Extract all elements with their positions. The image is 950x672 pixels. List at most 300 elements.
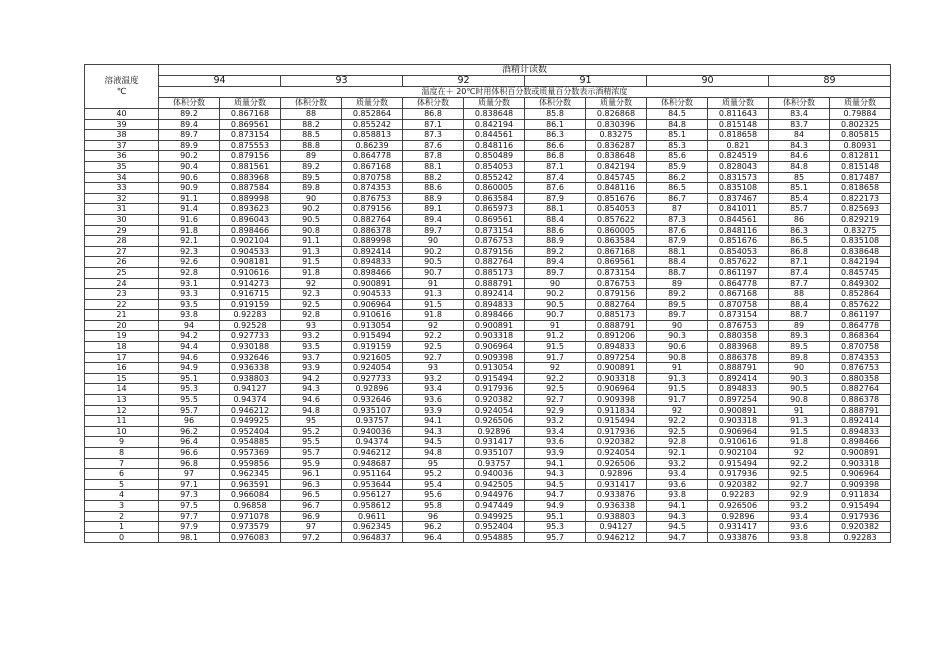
- mass-fraction-cell: 0.914273: [220, 278, 281, 289]
- mass-fraction-cell: 0.802325: [830, 119, 891, 130]
- volume-fraction-cell: 88.4: [647, 257, 708, 268]
- mass-fraction-header: 质量分数: [342, 98, 403, 109]
- mass-fraction-cell: 0.917936: [830, 511, 891, 522]
- mass-fraction-cell: 0.921605: [342, 352, 403, 363]
- temperature-cell: 11: [85, 416, 159, 427]
- temperature-cell: 20: [85, 320, 159, 331]
- volume-fraction-cell: 89.9: [159, 140, 220, 151]
- volume-fraction-cell: 92.2: [647, 416, 708, 427]
- volume-fraction-cell: 93: [403, 363, 464, 374]
- volume-fraction-cell: 96.4: [403, 532, 464, 543]
- mass-fraction-cell: 0.892414: [830, 416, 891, 427]
- mass-fraction-cell: 0.940036: [342, 426, 403, 437]
- mass-fraction-cell: 0.898466: [342, 267, 403, 278]
- mass-fraction-cell: 0.927733: [342, 373, 403, 384]
- volume-fraction-cell: 89.2: [281, 161, 342, 172]
- temperature-cell: 2: [85, 511, 159, 522]
- volume-fraction-cell: 94.6: [159, 352, 220, 363]
- volume-fraction-cell: 90.5: [281, 214, 342, 225]
- mass-fraction-cell: 0.870758: [830, 342, 891, 353]
- volume-fraction-cell: 91.8: [281, 267, 342, 278]
- mass-fraction-cell: 0.876753: [708, 320, 769, 331]
- mass-fraction-cell: 0.956127: [342, 490, 403, 501]
- mass-fraction-header: 质量分数: [220, 98, 281, 109]
- table-row: [85, 310, 891, 321]
- volume-fraction-cell: 87: [647, 204, 708, 215]
- mass-fraction-cell: 0.855242: [342, 119, 403, 130]
- subtitle-row: [85, 87, 891, 98]
- volume-fraction-cell: 93.2: [403, 373, 464, 384]
- volume-fraction-header: 体积分数: [525, 98, 586, 109]
- volume-fraction-cell: 90.2: [281, 204, 342, 215]
- volume-fraction-cell: 84.5: [647, 109, 708, 120]
- table-row: [85, 267, 891, 278]
- volume-fraction-cell: 93.4: [403, 384, 464, 395]
- mass-fraction-cell: 0.940036: [464, 469, 525, 480]
- mass-fraction-cell: 0.909398: [586, 395, 647, 406]
- volume-fraction-cell: 94.1: [525, 458, 586, 469]
- volume-fraction-cell: 92.3: [159, 246, 220, 257]
- mass-fraction-cell: 0.886378: [342, 225, 403, 236]
- volume-fraction-cell: 90.5: [403, 257, 464, 268]
- mass-fraction-cell: 0.915494: [586, 416, 647, 427]
- volume-fraction-cell: 95.7: [281, 448, 342, 459]
- mass-fraction-cell: 0.900891: [342, 278, 403, 289]
- mass-fraction-cell: 0.892414: [464, 289, 525, 300]
- table-row: [85, 172, 891, 183]
- mass-fraction-cell: 0.835108: [708, 183, 769, 194]
- mass-fraction-cell: 0.919159: [342, 342, 403, 353]
- table-row: [85, 342, 891, 353]
- strength-row: [85, 76, 891, 87]
- mass-fraction-cell: 0.80931: [830, 140, 891, 151]
- volume-fraction-cell: 87.4: [769, 267, 830, 278]
- volume-fraction-cell: 96: [403, 511, 464, 522]
- mass-fraction-cell: 0.911834: [830, 490, 891, 501]
- volume-fraction-cell: 94.2: [281, 373, 342, 384]
- mass-fraction-cell: 0.915494: [708, 458, 769, 469]
- volume-fraction-cell: 90.5: [525, 299, 586, 310]
- mass-fraction-cell: 0.952404: [220, 426, 281, 437]
- volume-fraction-cell: 88.7: [647, 267, 708, 278]
- mass-fraction-cell: 0.888791: [464, 278, 525, 289]
- volume-fraction-cell: 90.2: [525, 289, 586, 300]
- mass-fraction-cell: 0.882764: [342, 214, 403, 225]
- volume-fraction-cell: 96.3: [281, 479, 342, 490]
- table-row: [85, 373, 891, 384]
- mass-fraction-cell: 0.913054: [342, 320, 403, 331]
- volume-fraction-cell: 93.6: [647, 479, 708, 490]
- mass-fraction-cell: 0.903318: [708, 416, 769, 427]
- mass-fraction-header: 质量分数: [708, 98, 769, 109]
- mass-fraction-cell: 0.931417: [586, 479, 647, 490]
- mass-fraction-cell: 0.894833: [830, 426, 891, 437]
- volume-fraction-cell: 89.2: [525, 246, 586, 257]
- volume-fraction-cell: 89.7: [403, 225, 464, 236]
- mass-fraction-cell: 0.888791: [830, 405, 891, 416]
- mass-fraction-cell: 0.894833: [342, 257, 403, 268]
- mass-fraction-cell: 0.836287: [586, 140, 647, 151]
- volume-fraction-cell: 95.5: [159, 395, 220, 406]
- volume-fraction-cell: 96.2: [159, 426, 220, 437]
- mass-fraction-cell: 0.932646: [220, 352, 281, 363]
- alcohol-table: [84, 64, 891, 543]
- mass-fraction-cell: 0.830396: [586, 119, 647, 130]
- mass-fraction-cell: 0.857622: [830, 299, 891, 310]
- volume-fraction-cell: 92.5: [403, 342, 464, 353]
- mass-fraction-cell: 0.845745: [586, 172, 647, 183]
- mass-fraction-cell: 0.954885: [464, 532, 525, 543]
- mass-fraction-cell: 0.863584: [586, 236, 647, 247]
- mass-fraction-cell: 0.861197: [708, 267, 769, 278]
- mass-fraction-cell: 0.902104: [220, 236, 281, 247]
- mass-fraction-cell: 0.976083: [220, 532, 281, 543]
- mass-fraction-cell: 0.886378: [708, 352, 769, 363]
- mass-fraction-cell: 0.946212: [220, 405, 281, 416]
- volume-fraction-cell: 93.3: [159, 289, 220, 300]
- mass-fraction-cell: 0.818658: [708, 130, 769, 141]
- volume-fraction-cell: 89.4: [403, 214, 464, 225]
- volume-fraction-cell: 91.3: [769, 416, 830, 427]
- mass-fraction-cell: 0.824519: [708, 151, 769, 162]
- mass-fraction-cell: 0.92896: [464, 426, 525, 437]
- strength-header: 92: [403, 76, 525, 87]
- mass-fraction-cell: 0.898466: [830, 437, 891, 448]
- mass-fraction-cell: 0.964837: [342, 532, 403, 543]
- mass-fraction-cell: 0.892414: [708, 373, 769, 384]
- mass-fraction-cell: 0.903318: [830, 458, 891, 469]
- volume-fraction-cell: 92.1: [159, 236, 220, 247]
- mass-fraction-cell: 0.948687: [342, 458, 403, 469]
- temperature-cell: 12: [85, 405, 159, 416]
- volume-fraction-cell: 87.6: [403, 140, 464, 151]
- volume-fraction-cell: 96.7: [281, 500, 342, 511]
- mass-fraction-cell: 0.917936: [586, 426, 647, 437]
- mass-fraction-cell: 0.888791: [586, 320, 647, 331]
- mass-fraction-cell: 0.873154: [586, 267, 647, 278]
- mass-fraction-cell: 0.919159: [220, 299, 281, 310]
- temperature-cell: 13: [85, 395, 159, 406]
- table-subtitle: 温度在＋ 20℃时用体积百分数或质量百分数表示酒精浓度: [159, 87, 891, 98]
- volume-fraction-cell: 91.5: [281, 257, 342, 268]
- volume-fraction-cell: 87.1: [769, 257, 830, 268]
- volume-fraction-cell: 95.7: [525, 532, 586, 543]
- volume-fraction-cell: 84.8: [769, 161, 830, 172]
- table-row: [85, 130, 891, 141]
- mass-fraction-cell: 0.908181: [220, 257, 281, 268]
- volume-fraction-cell: 88.2: [403, 172, 464, 183]
- mass-fraction-cell: 0.851676: [708, 236, 769, 247]
- volume-fraction-cell: 94.2: [159, 331, 220, 342]
- mass-fraction-cell: 0.906964: [342, 299, 403, 310]
- temperature-cell: 6: [85, 469, 159, 480]
- mass-fraction-cell: 0.903318: [464, 331, 525, 342]
- mass-fraction-cell: 0.885173: [464, 267, 525, 278]
- mass-fraction-cell: 0.831573: [708, 172, 769, 183]
- mass-fraction-cell: 0.92896: [342, 384, 403, 395]
- volume-fraction-cell: 88.5: [281, 130, 342, 141]
- volume-fraction-cell: 94.3: [281, 384, 342, 395]
- mass-fraction-cell: 0.863584: [464, 193, 525, 204]
- mass-fraction-cell: 0.962345: [220, 469, 281, 480]
- volume-fraction-cell: 93.7: [281, 352, 342, 363]
- mass-fraction-cell: 0.915494: [830, 500, 891, 511]
- mass-fraction-cell: 0.906964: [586, 384, 647, 395]
- table-row: [85, 352, 891, 363]
- table-row: [85, 236, 891, 247]
- volume-fraction-cell: 92.8: [159, 267, 220, 278]
- volume-fraction-cell: 83.4: [769, 109, 830, 120]
- volume-fraction-cell: 88.4: [769, 299, 830, 310]
- volume-fraction-cell: 93.6: [769, 522, 830, 533]
- mass-fraction-cell: 0.906964: [830, 469, 891, 480]
- table-row: [85, 151, 891, 162]
- mass-fraction-cell: 0.894833: [708, 384, 769, 395]
- volume-fraction-header: 体积分数: [769, 98, 830, 109]
- mass-fraction-cell: 0.882764: [464, 257, 525, 268]
- mass-fraction-cell: 0.944976: [464, 490, 525, 501]
- mass-fraction-cell: 0.926506: [708, 500, 769, 511]
- mass-fraction-cell: 0.957369: [220, 448, 281, 459]
- mass-fraction-cell: 0.900891: [586, 363, 647, 374]
- volume-fraction-cell: 89.7: [647, 310, 708, 321]
- volume-fraction-cell: 93.2: [769, 500, 830, 511]
- volume-fraction-cell: 93.2: [647, 458, 708, 469]
- mass-fraction-cell: 0.92896: [708, 511, 769, 522]
- volume-fraction-cell: 92.6: [159, 257, 220, 268]
- mass-fraction-cell: 0.92283: [708, 490, 769, 501]
- mass-fraction-cell: 0.858813: [342, 130, 403, 141]
- volume-fraction-cell: 90.7: [525, 310, 586, 321]
- volume-fraction-cell: 84: [769, 130, 830, 141]
- temperature-cell: 5: [85, 479, 159, 490]
- mass-fraction-cell: 0.848116: [464, 140, 525, 151]
- table-row: [85, 532, 891, 543]
- volume-fraction-cell: 96.1: [281, 469, 342, 480]
- mass-fraction-cell: 0.920382: [708, 479, 769, 490]
- temperature-cell: 31: [85, 204, 159, 215]
- mass-fraction-cell: 0.888791: [708, 363, 769, 374]
- volume-fraction-cell: 97.3: [159, 490, 220, 501]
- temperature-cell: 21: [85, 310, 159, 321]
- volume-fraction-cell: 95.5: [281, 437, 342, 448]
- table-row: [85, 246, 891, 257]
- mass-fraction-cell: 0.938803: [586, 511, 647, 522]
- mass-fraction-cell: 0.805815: [830, 130, 891, 141]
- mass-fraction-cell: 0.930188: [220, 342, 281, 353]
- volume-fraction-cell: 91.5: [525, 342, 586, 353]
- volume-fraction-cell: 92.5: [647, 426, 708, 437]
- mass-fraction-cell: 0.879156: [342, 204, 403, 215]
- volume-fraction-cell: 92.3: [281, 289, 342, 300]
- mass-fraction-cell: 0.904533: [220, 246, 281, 257]
- title-row: [85, 65, 891, 76]
- temperature-cell: 1: [85, 522, 159, 533]
- temperature-cell: 33: [85, 183, 159, 194]
- mass-fraction-cell: 0.949925: [220, 416, 281, 427]
- volume-fraction-cell: 88.7: [769, 310, 830, 321]
- mass-fraction-cell: 0.870758: [708, 299, 769, 310]
- volume-fraction-cell: 94.8: [281, 405, 342, 416]
- mass-fraction-cell: 0.86239: [342, 140, 403, 151]
- temperature-cell: 37: [85, 140, 159, 151]
- mass-fraction-cell: 0.971078: [220, 511, 281, 522]
- mass-fraction-cell: 0.963591: [220, 479, 281, 490]
- table-row: [85, 193, 891, 204]
- volume-fraction-cell: 95.9: [281, 458, 342, 469]
- mass-fraction-cell: 0.898466: [464, 310, 525, 321]
- table-row: [85, 469, 891, 480]
- mass-fraction-cell: 0.889998: [220, 193, 281, 204]
- volume-fraction-cell: 91: [525, 320, 586, 331]
- volume-fraction-cell: 89.3: [769, 331, 830, 342]
- mass-fraction-cell: 0.917936: [464, 384, 525, 395]
- volume-fraction-header: 体积分数: [159, 98, 220, 109]
- mass-fraction-cell: 0.828043: [708, 161, 769, 172]
- table-row: [85, 448, 891, 459]
- temperature-cell: 23: [85, 289, 159, 300]
- mass-fraction-cell: 0.851676: [586, 193, 647, 204]
- table-row: [85, 109, 891, 120]
- volume-fraction-cell: 94.1: [647, 500, 708, 511]
- mass-fraction-cell: 0.860005: [586, 225, 647, 236]
- volume-fraction-cell: 85.1: [769, 183, 830, 194]
- temperature-cell: 17: [85, 352, 159, 363]
- volume-fraction-cell: 94.3: [525, 469, 586, 480]
- volume-fraction-cell: 90.2: [403, 246, 464, 257]
- volume-fraction-cell: 96.6: [159, 448, 220, 459]
- mass-fraction-cell: 0.920382: [464, 395, 525, 406]
- mass-fraction-cell: 0.838648: [586, 151, 647, 162]
- mass-fraction-cell: 0.915494: [464, 373, 525, 384]
- volume-fraction-cell: 90: [403, 236, 464, 247]
- mass-fraction-cell: 0.94127: [220, 384, 281, 395]
- mass-fraction-cell: 0.868364: [830, 331, 891, 342]
- temperature-cell: 32: [85, 193, 159, 204]
- volume-fraction-cell: 93.8: [769, 532, 830, 543]
- volume-fraction-cell: 91: [647, 363, 708, 374]
- volume-fraction-cell: 89: [769, 320, 830, 331]
- volume-fraction-cell: 92.5: [525, 384, 586, 395]
- volume-fraction-cell: 91.3: [647, 373, 708, 384]
- temperature-cell: 38: [85, 130, 159, 141]
- table-row: [85, 426, 891, 437]
- volume-fraction-cell: 94.1: [403, 416, 464, 427]
- mass-fraction-cell: 0.883968: [708, 342, 769, 353]
- volume-fraction-cell: 92.8: [647, 437, 708, 448]
- volume-fraction-cell: 85.1: [647, 130, 708, 141]
- table-row: [85, 437, 891, 448]
- temperature-cell: 25: [85, 267, 159, 278]
- volume-fraction-cell: 91.5: [769, 426, 830, 437]
- volume-fraction-cell: 86.5: [769, 236, 830, 247]
- volume-fraction-cell: 86: [769, 214, 830, 225]
- mass-fraction-cell: 0.882764: [586, 299, 647, 310]
- volume-fraction-cell: 90.4: [159, 161, 220, 172]
- volume-fraction-cell: 93: [281, 320, 342, 331]
- mass-fraction-cell: 0.910616: [342, 310, 403, 321]
- mass-fraction-cell: 0.826868: [586, 109, 647, 120]
- volume-fraction-cell: 95: [281, 416, 342, 427]
- volume-fraction-cell: 92.9: [525, 405, 586, 416]
- mass-fraction-cell: 0.924054: [342, 363, 403, 374]
- volume-fraction-cell: 85.3: [647, 140, 708, 151]
- mass-fraction-cell: 0.821: [708, 140, 769, 151]
- strength-header: 93: [281, 76, 403, 87]
- volume-fraction-cell: 87.1: [525, 161, 586, 172]
- volume-fraction-cell: 85.7: [769, 204, 830, 215]
- table-row: [85, 278, 891, 289]
- mass-fraction-cell: 0.920382: [586, 437, 647, 448]
- volume-fraction-cell: 93.5: [159, 299, 220, 310]
- mass-fraction-cell: 0.96858: [220, 500, 281, 511]
- table-row: [85, 289, 891, 300]
- volume-fraction-cell: 98.1: [159, 532, 220, 543]
- volume-fraction-cell: 94.8: [403, 448, 464, 459]
- mass-fraction-cell: 0.874353: [342, 183, 403, 194]
- table-row: [85, 214, 891, 225]
- volume-fraction-cell: 97: [281, 522, 342, 533]
- volume-fraction-cell: 94.3: [403, 426, 464, 437]
- mass-fraction-cell: 0.892414: [342, 246, 403, 257]
- volume-fraction-cell: 91.1: [281, 236, 342, 247]
- volume-fraction-cell: 94.5: [403, 437, 464, 448]
- mass-fraction-cell: 0.876753: [342, 193, 403, 204]
- volume-fraction-cell: 90.6: [159, 172, 220, 183]
- table-row: [85, 299, 891, 310]
- mass-fraction-cell: 0.953644: [342, 479, 403, 490]
- volume-fraction-cell: 88.1: [525, 204, 586, 215]
- volume-fraction-cell: 89.4: [525, 257, 586, 268]
- table-row: [85, 257, 891, 268]
- table-row: [85, 204, 891, 215]
- volume-fraction-cell: 87.6: [647, 225, 708, 236]
- volume-fraction-cell: 90: [769, 363, 830, 374]
- mass-fraction-cell: 0.873154: [220, 130, 281, 141]
- mass-fraction-cell: 0.835108: [830, 236, 891, 247]
- mass-fraction-cell: 0.94374: [342, 437, 403, 448]
- mass-fraction-cell: 0.891206: [586, 331, 647, 342]
- volume-fraction-cell: 93.2: [281, 331, 342, 342]
- mass-fraction-cell: 0.842194: [464, 119, 525, 130]
- mass-fraction-cell: 0.910616: [708, 437, 769, 448]
- mass-fraction-cell: 0.926506: [586, 458, 647, 469]
- table-row: [85, 331, 891, 342]
- mass-fraction-cell: 0.829219: [830, 214, 891, 225]
- mass-fraction-cell: 0.909398: [830, 479, 891, 490]
- volume-fraction-cell: 87.3: [647, 214, 708, 225]
- volume-fraction-cell: 86.8: [403, 109, 464, 120]
- volume-fraction-cell: 94.7: [647, 532, 708, 543]
- mass-fraction-cell: 0.850489: [464, 151, 525, 162]
- volume-fraction-cell: 92.5: [281, 299, 342, 310]
- volume-fraction-cell: 89.2: [647, 289, 708, 300]
- mass-fraction-cell: 0.869561: [220, 119, 281, 130]
- volume-fraction-cell: 85.8: [525, 109, 586, 120]
- volume-fraction-cell: 96.5: [281, 490, 342, 501]
- mass-fraction-cell: 0.935107: [342, 405, 403, 416]
- table-row: [85, 522, 891, 533]
- volume-fraction-cell: 95.1: [525, 511, 586, 522]
- table-row: [85, 395, 891, 406]
- volume-fraction-cell: 89: [647, 278, 708, 289]
- volume-fraction-cell: 90.9: [159, 183, 220, 194]
- volume-fraction-cell: 89.1: [403, 204, 464, 215]
- volume-fraction-cell: 95.7: [159, 405, 220, 416]
- mass-fraction-cell: 0.841011: [708, 204, 769, 215]
- temperature-cell: 0: [85, 532, 159, 543]
- volume-fraction-cell: 91: [403, 278, 464, 289]
